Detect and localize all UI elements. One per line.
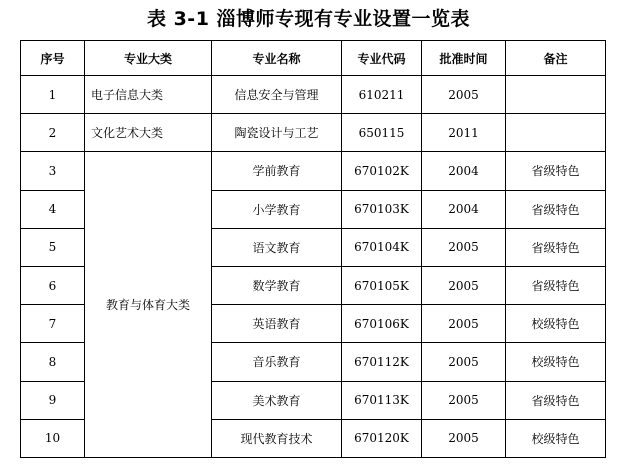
cell-major-name: 语文教育 — [212, 228, 342, 266]
majors-table — [20, 40, 606, 458]
cell-remarks: 校级特色 — [506, 343, 606, 381]
cell-remarks: 校级特色 — [506, 305, 606, 343]
cell-remarks — [506, 114, 606, 152]
cell-major-code: 610211 — [342, 76, 422, 114]
cell-major-code: 670112K — [342, 343, 422, 381]
cell-remarks: 省级特色 — [506, 381, 606, 419]
cell-serial: 5 — [21, 228, 85, 266]
cell-serial: 2 — [21, 114, 85, 152]
cell-major-name: 美术教育 — [212, 381, 342, 419]
cell-serial: 3 — [21, 152, 85, 190]
cell-approval-year: 2004 — [422, 190, 506, 228]
cell-remarks: 省级特色 — [506, 228, 606, 266]
cell-approval-year: 2004 — [422, 152, 506, 190]
table-title: 表 3-1 淄博师专现有专业设置一览表 — [146, 8, 471, 30]
cell-remarks: 省级特色 — [506, 266, 606, 304]
cell-approval-year: 2005 — [422, 305, 506, 343]
cell-major-name: 数学教育 — [212, 266, 342, 304]
cell-major-code: 670120K — [342, 419, 422, 457]
cell-remarks: 省级特色 — [506, 190, 606, 228]
table-row — [21, 152, 606, 190]
header-remarks: 备注 — [506, 41, 606, 76]
cell-major-name: 英语教育 — [212, 305, 342, 343]
cell-category: 文化艺术大类 — [85, 114, 212, 152]
cell-approval-year: 2005 — [422, 266, 506, 304]
cell-approval-year: 2005 — [422, 76, 506, 114]
cell-serial: 4 — [21, 190, 85, 228]
cell-approval-year: 2011 — [422, 114, 506, 152]
cell-approval-year: 2005 — [422, 343, 506, 381]
cell-major-name: 学前教育 — [212, 152, 342, 190]
cell-major-code: 670105K — [342, 266, 422, 304]
cell-serial: 10 — [21, 419, 85, 457]
cell-category-merged: 教育与体育大类 — [85, 152, 212, 458]
cell-approval-year: 2005 — [422, 381, 506, 419]
header-major-name: 专业名称 — [212, 41, 342, 76]
cell-serial: 7 — [21, 305, 85, 343]
cell-serial: 6 — [21, 266, 85, 304]
cell-remarks — [506, 76, 606, 114]
table-header-row — [21, 41, 606, 76]
cell-serial: 1 — [21, 76, 85, 114]
cell-remarks: 校级特色 — [506, 419, 606, 457]
cell-major-code: 670104K — [342, 228, 422, 266]
cell-major-code: 670103K — [342, 190, 422, 228]
cell-major-name: 音乐教育 — [212, 343, 342, 381]
header-serial: 序号 — [21, 41, 85, 76]
cell-major-name: 现代教育技术 — [212, 419, 342, 457]
cell-remarks: 省级特色 — [506, 152, 606, 190]
cell-category: 电子信息大类 — [85, 76, 212, 114]
cell-approval-year: 2005 — [422, 419, 506, 457]
header-category: 专业大类 — [85, 41, 212, 76]
table-row — [21, 76, 606, 114]
cell-serial: 9 — [21, 381, 85, 419]
cell-serial: 8 — [21, 343, 85, 381]
cell-approval-year: 2005 — [422, 228, 506, 266]
cell-major-name: 信息安全与管理 — [212, 76, 342, 114]
cell-major-name: 小学教育 — [212, 190, 342, 228]
cell-major-name: 陶瓷设计与工艺 — [212, 114, 342, 152]
cell-major-code: 670102K — [342, 152, 422, 190]
cell-major-code: 670113K — [342, 381, 422, 419]
header-major-code: 专业代码 — [342, 41, 422, 76]
cell-major-code: 670106K — [342, 305, 422, 343]
header-approval-year: 批准时间 — [422, 41, 506, 76]
table-row — [21, 114, 606, 152]
cell-major-code: 650115 — [342, 114, 422, 152]
